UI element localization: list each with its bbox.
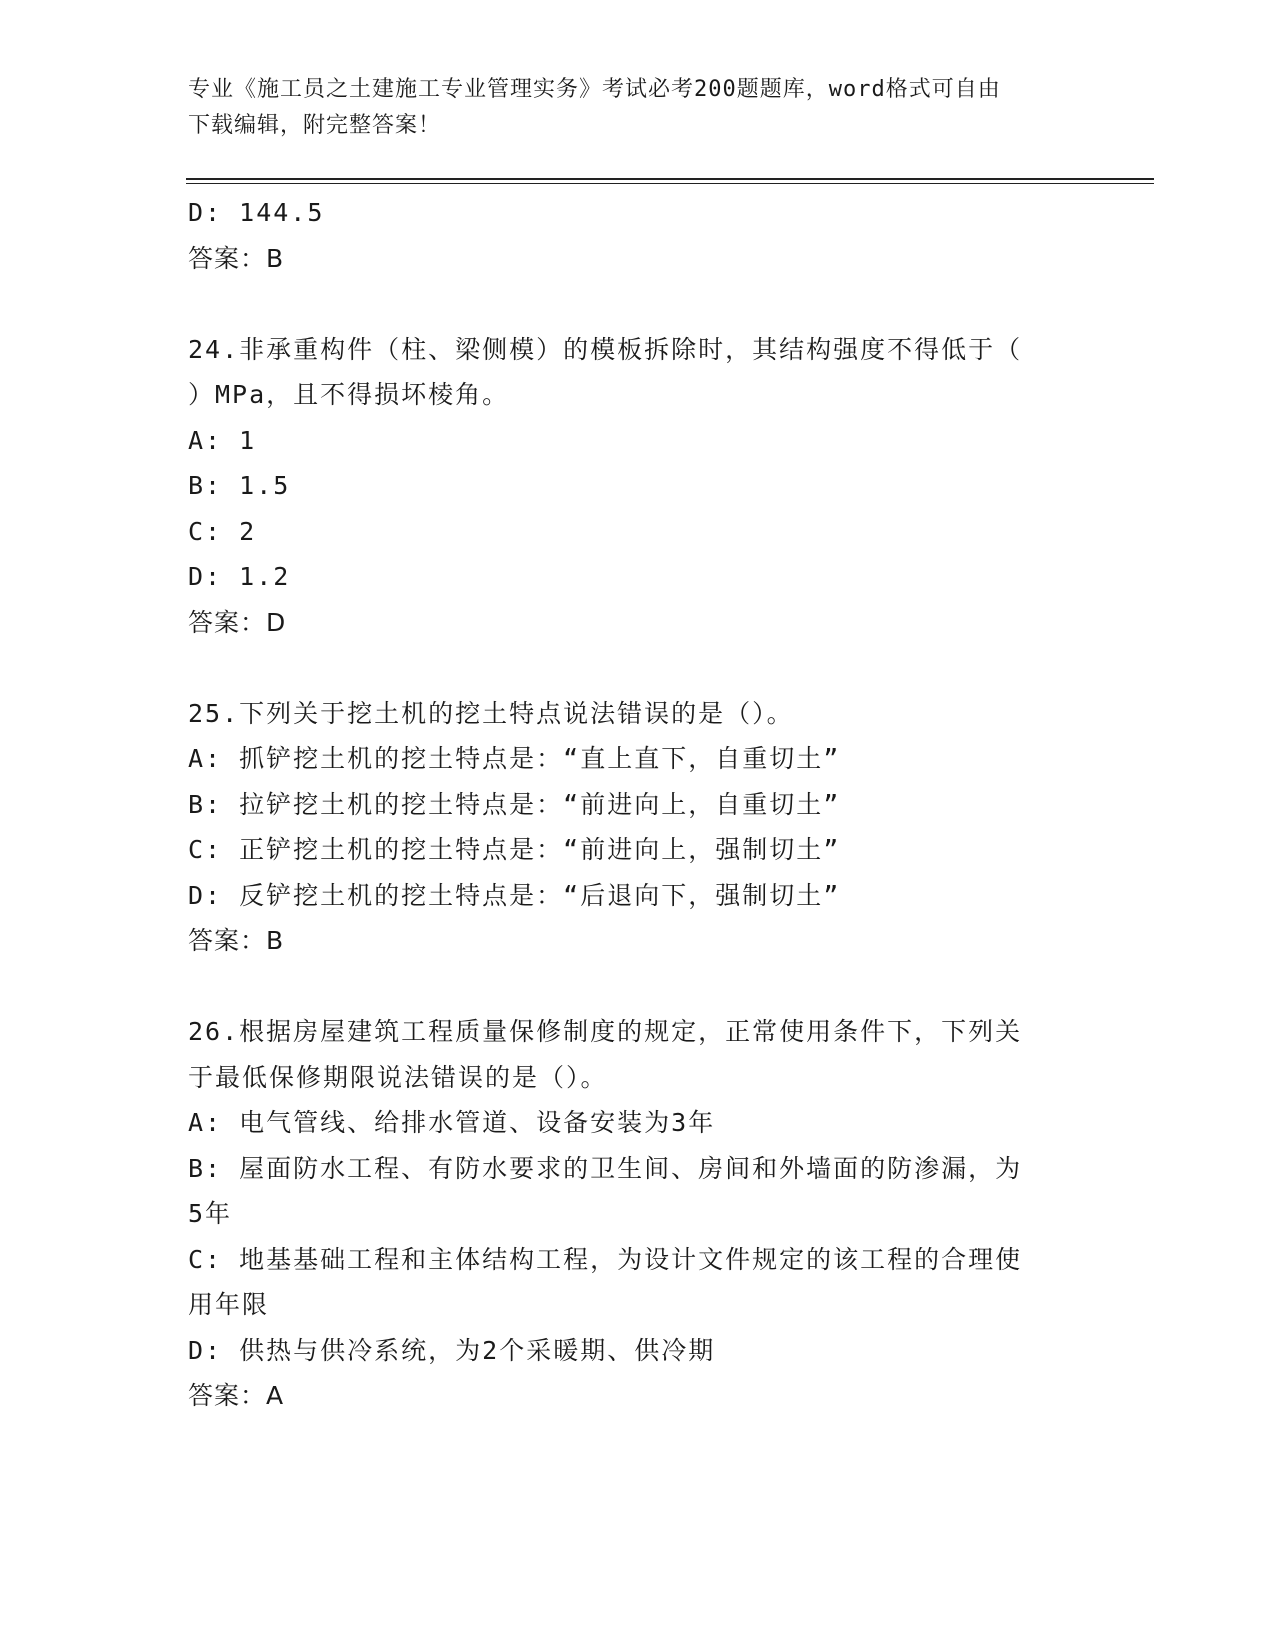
option-c-continued: 用年限 (188, 1290, 270, 1319)
option-c: C: 正铲挖土机的挖土特点是：“前进向上，强制切土” (188, 835, 841, 864)
header-title-line1: 专业《施工员之土建施工专业管理实务》考试必考200题题库，word格式可自由 (188, 77, 1001, 102)
question-stem: 24.非承重构件（柱、梁侧模）的模板拆除时，其结构强度不得低于（ (188, 334, 1023, 364)
question-stem: 25.下列关于挖土机的挖土特点说法错误的是（）。 (188, 698, 794, 728)
spacer (188, 964, 1088, 1010)
answer-line: 答案：B (188, 243, 285, 273)
question-stem-continued: ）MPa，且不得损坏棱角。 (188, 380, 510, 409)
answer-line: 答案：D (188, 607, 287, 637)
answer-line: 答案：A (188, 1381, 285, 1410)
question-24 (188, 327, 1088, 646)
question-list (188, 190, 1088, 1419)
question-stem: 26.根据房屋建筑工程质量保修制度的规定，正常使用条件下，下列关 (188, 1017, 1023, 1046)
question-25 (188, 691, 1088, 964)
header-divider-top (186, 178, 1154, 180)
option-d: D: 1.2 (188, 562, 291, 591)
question-26 (188, 1009, 1088, 1419)
question-23-tail (188, 190, 1088, 281)
option-d: D: 反铲挖土机的挖土特点是：“后退向下，强制切土” (188, 880, 841, 910)
spacer (188, 281, 1088, 327)
spacer (188, 645, 1088, 691)
answer-line: 答案：B (188, 926, 285, 955)
option-a: A: 1 (188, 425, 257, 455)
option-c: C: 2 (188, 516, 257, 546)
option-c: C: 地基基础工程和主体结构工程，为设计文件规定的该工程的合理使 (188, 1244, 1023, 1274)
header-divider-bottom (186, 183, 1154, 184)
document-header (188, 72, 1088, 144)
option-b-continued: 5年 (188, 1199, 233, 1228)
option-b: B: 拉铲挖土机的挖土特点是：“前进向上，自重切土” (188, 789, 841, 819)
option-d: D: 供热与供冷系统，为2个采暖期、供冷期 (188, 1335, 716, 1365)
option-b: B: 屋面防水工程、有防水要求的卫生间、房间和外墙面的防渗漏，为 (188, 1153, 1023, 1183)
option-b: B: 1.5 (188, 471, 291, 500)
question-stem-continued: 于最低保修期限说法错误的是（）。 (188, 1062, 608, 1092)
option-d: D: 144.5 (188, 198, 325, 227)
option-a: A: 抓铲挖土机的挖土特点是：“直上直下，自重切土” (188, 744, 841, 773)
option-a: A: 电气管线、给排水管道、设备安装为3年 (188, 1108, 716, 1137)
header-title-line2: 下载编辑，附完整答案！ (188, 113, 442, 138)
